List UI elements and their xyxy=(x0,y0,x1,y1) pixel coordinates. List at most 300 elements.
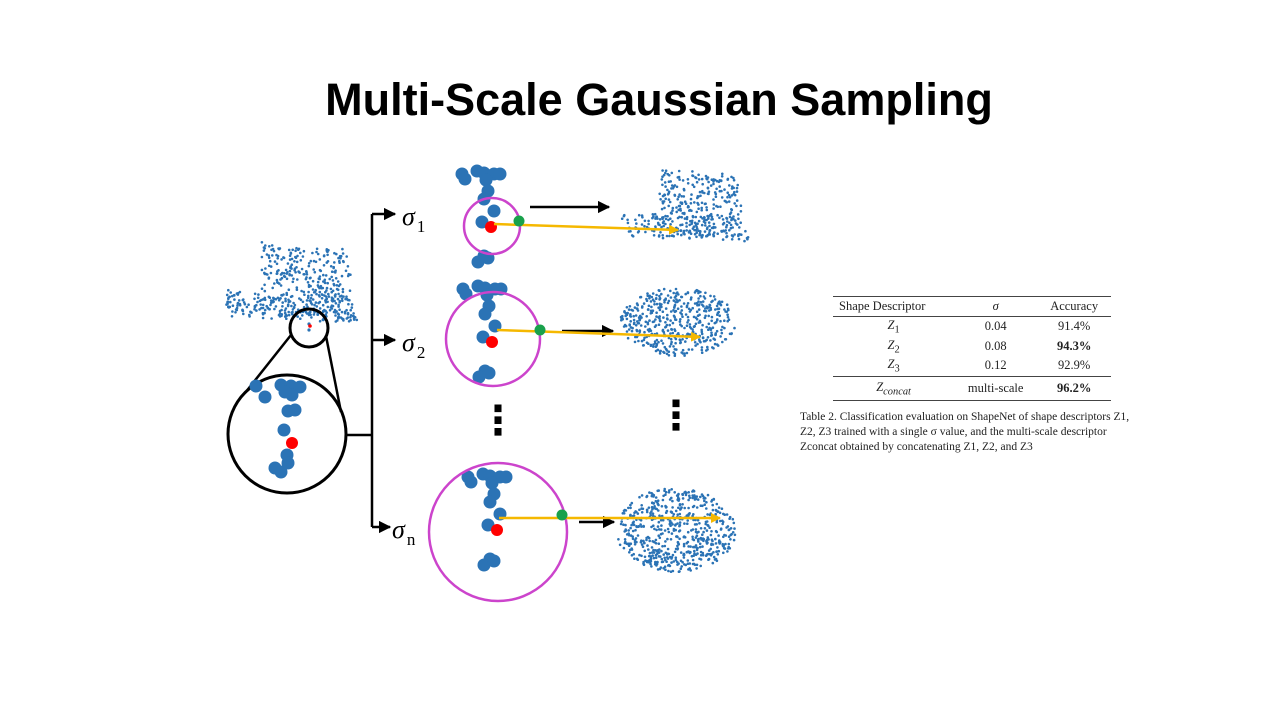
cloud-point xyxy=(296,255,299,258)
cloud-point xyxy=(226,294,229,297)
cloud-point xyxy=(706,513,709,516)
cloud-point xyxy=(658,323,661,326)
cloud-point xyxy=(692,215,695,218)
cloud-point xyxy=(684,340,687,343)
cloud-point xyxy=(697,498,700,501)
cloud-point xyxy=(666,556,669,559)
cloud-point xyxy=(701,178,704,181)
cloud-point xyxy=(626,219,629,222)
cloud-point xyxy=(303,250,306,253)
cloud-point xyxy=(695,531,698,534)
cloud-point xyxy=(699,496,702,499)
cloud-point xyxy=(669,201,672,204)
cloud-point xyxy=(312,268,315,271)
cloud-point xyxy=(313,304,316,307)
cloud-point xyxy=(666,538,669,541)
cloud-point xyxy=(704,317,707,320)
cloud-point xyxy=(700,558,703,561)
sigma-2-label: σ 2 xyxy=(402,328,426,362)
cloud-point xyxy=(711,218,714,221)
cloud-point xyxy=(705,305,708,308)
query-point xyxy=(286,437,298,449)
cloud-point xyxy=(632,521,635,524)
cloud-point xyxy=(664,326,667,329)
cloud-point xyxy=(262,307,265,310)
cloud-point xyxy=(711,540,714,543)
cloud-point xyxy=(709,514,712,517)
cloud-point xyxy=(626,330,629,333)
cloud-point xyxy=(280,258,283,261)
cloud-point xyxy=(639,523,642,526)
cloud-point xyxy=(647,548,650,551)
cloud-point xyxy=(663,301,666,304)
cloud-point xyxy=(313,313,316,316)
cloud-point xyxy=(670,561,673,564)
cloud-point xyxy=(728,543,731,546)
cloud-point xyxy=(293,306,296,309)
cloud-point xyxy=(315,293,318,296)
cloud-point xyxy=(657,534,660,537)
cloud-point xyxy=(736,199,739,202)
cloud-point xyxy=(631,330,634,333)
cloud-point xyxy=(328,278,331,281)
cloud-point xyxy=(737,213,740,216)
zoomed-points xyxy=(250,379,307,479)
cloud-point xyxy=(697,538,700,541)
cloud-point xyxy=(666,215,669,218)
cloud-point xyxy=(236,304,239,307)
cloud-point xyxy=(263,298,266,301)
cloud-point xyxy=(326,297,329,300)
cloud-point xyxy=(624,524,627,527)
cloud-point xyxy=(708,304,711,307)
cloud-point xyxy=(678,538,681,541)
cloud-point xyxy=(671,532,674,535)
cloud-point xyxy=(714,179,717,182)
cloud-point xyxy=(695,544,698,547)
cloud-point xyxy=(341,300,344,303)
cloud-point xyxy=(663,288,666,291)
cloud-point xyxy=(642,525,645,528)
cloud-point xyxy=(669,319,672,322)
cloud-point xyxy=(668,300,671,303)
cloud-point xyxy=(645,315,648,318)
cloud-point xyxy=(739,221,742,224)
cloud-point xyxy=(682,232,685,235)
cloud-point xyxy=(733,539,736,542)
query-point xyxy=(308,324,312,328)
cloud-point xyxy=(658,528,661,531)
cloud-point xyxy=(346,298,349,301)
cloud-point xyxy=(249,311,252,314)
cloud-point xyxy=(638,319,641,322)
cloud-point xyxy=(696,506,699,509)
cloud-point xyxy=(678,170,681,173)
cloud-point xyxy=(672,332,675,335)
cloud-point xyxy=(633,557,636,560)
cloud-point xyxy=(684,293,687,296)
cloud-point xyxy=(704,230,707,233)
cloud-point xyxy=(322,304,325,307)
sigma-cell: 0.04 xyxy=(984,319,1007,334)
cloud-point xyxy=(715,550,718,553)
cloud-point xyxy=(654,318,657,321)
cloud-point xyxy=(719,541,722,544)
cloud-point xyxy=(319,258,322,261)
cloud-point xyxy=(660,339,663,342)
cloud-point xyxy=(715,195,718,198)
cloud-point xyxy=(721,301,724,304)
cloud-point xyxy=(690,327,693,330)
cloud-point xyxy=(283,275,286,278)
cloud-point xyxy=(661,208,664,211)
cloud-point xyxy=(681,493,684,496)
cloud-point xyxy=(332,305,335,308)
cloud-point xyxy=(727,308,730,311)
cloud-point xyxy=(663,557,666,560)
cloud-point xyxy=(669,332,672,335)
cloud-point xyxy=(255,309,258,312)
cloud-point xyxy=(280,284,283,287)
header-shape-descriptor: Shape Descriptor xyxy=(833,297,954,317)
cloud-point xyxy=(734,534,737,537)
cloud-point xyxy=(692,506,695,509)
cloud-point xyxy=(664,185,667,188)
cloud-point xyxy=(338,313,341,316)
cloud-point xyxy=(681,296,684,299)
cloud-point xyxy=(677,217,680,220)
cloud-point xyxy=(288,314,291,317)
cloud-point xyxy=(351,303,354,306)
cloud-point xyxy=(695,236,698,239)
header-sigma: σ xyxy=(954,297,1037,317)
cloud-point xyxy=(722,536,725,539)
cloud-point xyxy=(647,323,650,326)
cloud-point xyxy=(277,255,280,258)
cloud-point xyxy=(233,294,236,297)
cloud-point xyxy=(676,494,679,497)
cloud-point xyxy=(670,538,673,541)
cloud-point xyxy=(664,529,667,532)
cloud-point xyxy=(692,175,695,178)
cloud-point xyxy=(657,316,660,319)
cloud-point xyxy=(679,521,682,524)
cloud-point xyxy=(736,187,739,190)
cloud-point xyxy=(625,325,628,328)
cloud-point xyxy=(685,225,688,228)
cloud-point xyxy=(701,333,704,336)
cloud-point xyxy=(701,349,704,352)
cloud-point xyxy=(674,296,677,299)
cloud-point xyxy=(351,306,354,309)
cloud-point xyxy=(681,223,684,226)
cloud-point xyxy=(660,550,663,553)
cloud-point xyxy=(681,338,684,341)
cloud-point xyxy=(653,303,656,306)
cloud-point xyxy=(737,218,740,221)
cloud-point xyxy=(344,312,347,315)
cloud-point xyxy=(648,305,651,308)
cloud-point xyxy=(721,332,724,335)
cloud-point xyxy=(649,552,652,555)
cloud-point xyxy=(715,509,718,512)
cloud-point xyxy=(624,538,627,541)
cloud-point xyxy=(271,244,274,247)
cloud-point xyxy=(257,293,260,296)
cloud-point xyxy=(659,555,662,558)
cloud-point xyxy=(643,302,646,305)
cloud-point xyxy=(720,329,723,332)
cloud-point xyxy=(675,556,678,559)
cloud-point xyxy=(707,336,710,339)
cloud-point xyxy=(659,350,662,353)
cloud-point xyxy=(326,282,329,285)
cloud-point xyxy=(298,271,301,274)
cloud-point xyxy=(648,319,651,322)
cloud-point xyxy=(341,275,344,278)
cloud-point xyxy=(710,213,713,216)
cloud-point xyxy=(652,321,655,324)
cloud-point xyxy=(645,321,648,324)
cloud-point xyxy=(646,509,649,512)
cloud-point xyxy=(728,229,731,232)
cloud-point xyxy=(708,221,711,224)
cloud-point xyxy=(699,546,702,549)
cloud-point xyxy=(712,551,715,554)
cloud-point xyxy=(679,318,682,321)
cloud-point xyxy=(634,306,637,309)
cloud-point xyxy=(695,316,698,319)
cloud-point xyxy=(231,315,234,318)
cloud-point xyxy=(294,256,297,259)
cloud-point xyxy=(677,507,680,510)
cloud-point xyxy=(684,491,687,494)
cloud-point xyxy=(714,322,717,325)
cloud-point xyxy=(319,291,322,294)
cloud-point xyxy=(686,304,689,307)
cloud-point xyxy=(290,311,293,314)
cloud-point xyxy=(658,548,661,551)
zoomed-point xyxy=(282,457,295,470)
cloud-point xyxy=(301,268,304,271)
cloud-point xyxy=(641,543,644,546)
cloud-point xyxy=(747,236,750,239)
cloud-point xyxy=(662,519,665,522)
cloud-point xyxy=(731,226,734,229)
cloud-point xyxy=(737,233,740,236)
table-caption: Table 2. Classification evaluation on ShapeNet of shape descriptors Z1, Z2, Z3 trained with a single σ value, and the multi-scale descriptor Zconcat obtained by concatenating Z1, Z2, and Z3 xyxy=(800,411,1130,453)
cloud-point xyxy=(701,351,704,354)
cloud-point xyxy=(643,225,646,228)
cloud-point xyxy=(696,202,699,205)
cloud-point xyxy=(642,508,645,511)
cloud-point xyxy=(729,333,732,336)
cloud-point xyxy=(729,216,732,219)
cloud-point xyxy=(700,301,703,304)
accuracy-cell: 92.9% xyxy=(1057,358,1091,373)
cloud-point xyxy=(728,184,731,187)
cloud-point xyxy=(342,260,345,263)
cloud-point xyxy=(286,293,289,296)
cloud-point xyxy=(687,550,690,553)
cloud-point xyxy=(288,301,291,304)
cloud-point xyxy=(731,187,734,190)
cloud-point xyxy=(667,329,670,332)
cloud-point xyxy=(700,236,703,239)
cloud-point xyxy=(734,219,737,222)
cloud-point xyxy=(733,179,736,182)
cloud-point xyxy=(720,304,723,307)
cloud-point xyxy=(716,214,719,217)
cloud-point xyxy=(707,536,710,539)
cloud-point xyxy=(723,327,726,330)
cloud-point xyxy=(641,494,644,497)
cloud-point xyxy=(658,295,661,298)
cloud-point xyxy=(678,193,681,196)
cloud-point xyxy=(333,271,336,274)
cloud-point xyxy=(696,181,699,184)
cloud-point xyxy=(699,543,702,546)
cloud-point xyxy=(655,311,658,314)
cloud-point xyxy=(718,314,721,317)
cloud-point xyxy=(701,545,704,548)
cloud-point xyxy=(710,331,713,334)
cloud-point xyxy=(663,351,666,354)
cloud-point xyxy=(677,176,680,179)
column-point xyxy=(500,471,513,484)
cloud-point xyxy=(650,344,653,347)
cloud-point xyxy=(264,290,267,293)
cloud-point xyxy=(705,349,708,352)
cloud-point xyxy=(673,315,676,318)
cloud-point xyxy=(716,232,719,235)
cloud-point xyxy=(629,507,632,510)
cloud-point xyxy=(316,248,319,251)
cloud-point xyxy=(620,317,623,320)
cloud-point xyxy=(705,507,708,510)
cloud-point xyxy=(290,305,293,308)
cloud-point xyxy=(679,311,682,314)
cloud-point xyxy=(664,181,667,184)
cloud-point xyxy=(270,249,273,252)
cloud-point xyxy=(638,230,641,233)
cloud-point xyxy=(706,346,709,349)
cloud-point xyxy=(690,223,693,226)
cloud-point xyxy=(680,234,683,237)
cloud-point xyxy=(662,221,665,224)
cloud-point xyxy=(729,538,732,541)
cloud-point xyxy=(324,279,327,282)
column-point xyxy=(480,174,493,187)
cloud-point xyxy=(655,539,658,542)
cloud-point xyxy=(626,306,629,309)
cloud-point xyxy=(648,540,651,543)
cloud-point xyxy=(293,260,296,263)
cloud-point xyxy=(687,205,690,208)
cloud-point xyxy=(721,173,724,176)
cloud-point xyxy=(653,494,656,497)
cloud-point xyxy=(695,216,698,219)
cloud-point xyxy=(655,215,658,218)
cloud-point xyxy=(717,553,720,556)
cloud-point xyxy=(680,216,683,219)
cloud-point xyxy=(702,531,705,534)
cloud-point xyxy=(701,183,704,186)
cloud-point xyxy=(682,349,685,352)
cloud-point xyxy=(671,234,674,237)
cloud-point xyxy=(653,502,656,505)
cloud-point xyxy=(325,289,328,292)
cloud-point xyxy=(662,567,665,570)
cloud-point xyxy=(299,317,302,320)
cloud-point xyxy=(696,310,699,313)
cloud-point xyxy=(678,543,681,546)
cloud-point xyxy=(652,213,655,216)
cloud-point xyxy=(727,525,730,528)
cloud-point xyxy=(712,562,715,565)
cloud-point xyxy=(679,201,682,204)
cloud-point xyxy=(305,303,308,306)
cloud-point xyxy=(718,300,721,303)
cloud-point xyxy=(659,198,662,201)
cloud-point xyxy=(642,562,645,565)
cloud-point xyxy=(648,297,651,300)
cloud-point xyxy=(718,550,721,553)
cloud-point xyxy=(276,279,279,282)
cloud-point xyxy=(712,234,715,237)
descriptor-cell: $Z_{concat}$ xyxy=(833,376,954,401)
cloud-point xyxy=(306,273,309,276)
zoomed-point xyxy=(250,380,263,393)
cloud-point xyxy=(640,504,643,507)
cloud-point xyxy=(654,326,657,329)
cloud-point xyxy=(307,281,310,284)
cloud-point xyxy=(719,335,722,338)
cloud-point xyxy=(701,346,704,349)
cloud-point xyxy=(664,540,667,543)
cloud-point xyxy=(236,307,239,310)
cloud-point xyxy=(654,225,657,228)
cloud-point xyxy=(330,265,333,268)
sigma-cell: multi-scale xyxy=(954,376,1037,401)
column-point xyxy=(479,308,492,321)
cloud-point xyxy=(698,522,701,525)
cloud-point xyxy=(677,307,680,310)
cloud-point xyxy=(733,327,736,330)
cloud-point xyxy=(305,278,308,281)
cloud-point xyxy=(319,307,322,310)
cloud-point xyxy=(681,561,684,564)
cloud-point xyxy=(268,245,271,248)
descriptor-cell: $Z_2$ xyxy=(887,337,900,355)
cloud-point xyxy=(695,323,698,326)
cloud-point xyxy=(654,549,657,552)
results-table xyxy=(833,296,1111,401)
cloud-point xyxy=(676,522,679,525)
cloud-point xyxy=(714,334,717,337)
cloud-point xyxy=(736,190,739,193)
cloud-point xyxy=(672,322,675,325)
cloud-point xyxy=(693,201,696,204)
query-point xyxy=(486,336,498,348)
cloud-point xyxy=(669,520,672,523)
cloud-point xyxy=(676,535,679,538)
cloud-point xyxy=(697,174,700,177)
cloud-point xyxy=(345,255,348,258)
cloud-point xyxy=(673,513,676,516)
cloud-point xyxy=(630,326,633,329)
cloud-point xyxy=(668,191,671,194)
